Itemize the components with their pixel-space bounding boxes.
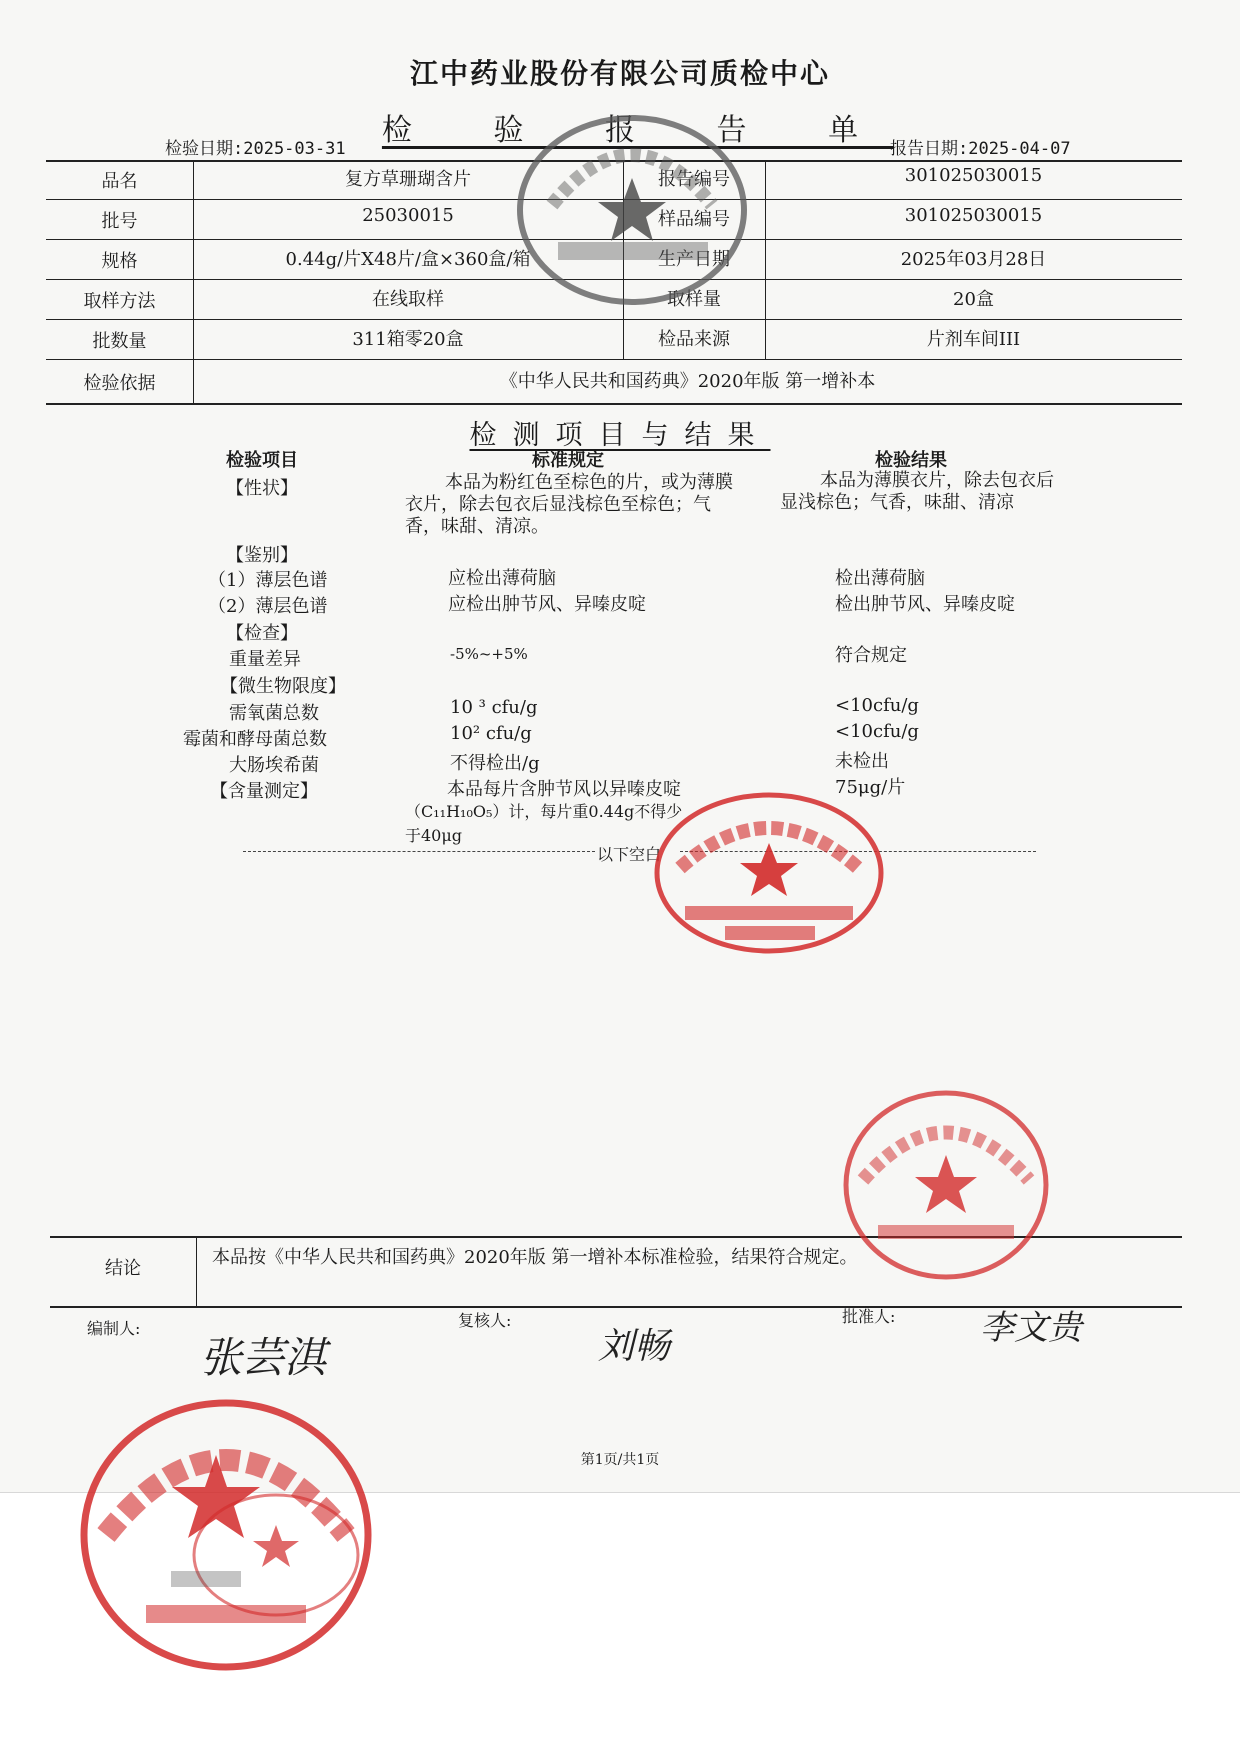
report-title: 检 验 报 告 单 xyxy=(381,113,895,148)
value-product-name: 复方草珊瑚含片 xyxy=(345,169,471,190)
std-assay-line2: （C₁₁H₁₀O₅）计，每片重0.44g不得少 xyxy=(405,802,683,821)
gray-seal xyxy=(512,110,752,310)
value-sample-no: 301025030015 xyxy=(904,205,1043,226)
label-sample-qty: 取样量 xyxy=(667,289,721,310)
red-seal-3 xyxy=(76,1395,376,1675)
item-tlc2: （2）薄层色谱 xyxy=(208,596,328,617)
std-assay-line3: 于40μg xyxy=(405,826,463,845)
value-batch-qty: 311箱零20盒 xyxy=(352,329,464,350)
preparer-label: 编制人: xyxy=(87,1319,141,1338)
preparer-signature: 张芸淇 xyxy=(200,1333,327,1382)
label-batch-qty: 批数量 xyxy=(92,331,147,352)
inspection-date: 检验日期:2025-03-31 xyxy=(165,139,346,159)
label-prod-date: 生产日期 xyxy=(658,249,730,270)
value-sample-qty: 20盒 xyxy=(953,289,994,310)
label-basis: 检验依据 xyxy=(83,373,156,394)
conclusion-text: 本品按《中华人民共和国药典》2020年版 第一增补本标准检验，结果符合规定。 xyxy=(212,1247,858,1268)
blank-mark: 以下空白 xyxy=(597,845,662,864)
item-yeast: 霉菌和酵母菌总数 xyxy=(183,729,327,750)
std-ecoli: 不得检出/g xyxy=(450,753,540,774)
item-appearance: 【性状】 xyxy=(226,478,298,499)
label-batch: 批号 xyxy=(101,211,138,232)
results-title: 检测项目与结果 xyxy=(469,420,771,451)
std-aerobic: 10 ³ cfu/g xyxy=(450,697,538,718)
value-spec: 0.44g/片X48片/盒×360盒/箱 xyxy=(285,249,531,270)
item-weight: 重量差异 xyxy=(229,649,301,670)
item-assay: 【含量测定】 xyxy=(210,781,318,802)
std-tlc2: 应检出肿节风、异嗪皮啶 xyxy=(448,594,646,615)
res-ecoli: 未检出 xyxy=(835,751,889,772)
approver-label: 批准人: xyxy=(842,1307,896,1326)
red-seal-2 xyxy=(838,1085,1054,1285)
label-sampling-method: 取样方法 xyxy=(83,291,156,312)
std-yeast: 10² cfu/g xyxy=(450,723,532,744)
value-batch: 25030015 xyxy=(362,205,454,226)
header-standard: 标准规定 xyxy=(532,450,604,471)
label-spec: 规格 xyxy=(101,251,138,272)
res-aerobic: <10cfu/g xyxy=(835,695,919,716)
label-sample-no: 样品编号 xyxy=(658,209,730,230)
res-assay: 75μg/片 xyxy=(835,777,906,798)
value-source: 片剂车间III xyxy=(926,329,1021,350)
value-sampling-method: 在线取样 xyxy=(372,289,444,310)
res-appearance: 本品为薄膜衣片，除去包衣后显浅棕色；气香，味甜、清凉 xyxy=(780,470,1054,513)
item-ecoli: 大肠埃希菌 xyxy=(229,755,319,776)
label-product-name: 品名 xyxy=(101,171,138,192)
value-report-no: 301025030015 xyxy=(904,165,1043,186)
header-item: 检验项目 xyxy=(226,450,298,471)
item-identification: 【鉴别】 xyxy=(226,545,298,566)
std-assay-line1: 本品每片含肿节风以异嗪皮啶 xyxy=(447,779,681,800)
res-weight: 符合规定 xyxy=(835,645,907,666)
std-tlc1: 应检出薄荷脑 xyxy=(448,568,556,589)
company-name: 江中药业股份有限公司质检中心 xyxy=(409,57,830,90)
item-check: 【检查】 xyxy=(226,623,298,644)
label-report-no: 报告编号 xyxy=(658,169,730,190)
label-source: 检品来源 xyxy=(658,329,730,350)
reviewer-label: 复核人: xyxy=(458,1311,512,1330)
item-aerobic: 需氧菌总数 xyxy=(229,703,319,724)
value-prod-date: 2025年03月28日 xyxy=(900,249,1047,270)
res-tlc2: 检出肿节风、异嗪皮啶 xyxy=(835,594,1015,615)
red-seal-1 xyxy=(650,788,888,958)
report-date: 报告日期:2025-04-07 xyxy=(890,139,1071,159)
header-result: 检验结果 xyxy=(875,450,947,471)
res-tlc1: 检出薄荷脑 xyxy=(835,568,925,589)
reviewer-signature: 刘畅 xyxy=(598,1326,671,1367)
std-appearance: 本品为粉红色至棕色的片，或为薄膜衣片，除去包衣后显浅棕色至棕色；气香，味甜、清凉。 xyxy=(405,472,733,537)
item-tlc1: （1）薄层色谱 xyxy=(208,570,328,591)
res-yeast: <10cfu/g xyxy=(835,721,919,742)
page-footer: 第1页/共1页 xyxy=(580,1452,660,1468)
std-weight: -5%~+5% xyxy=(450,645,528,663)
blank-dash-left xyxy=(243,851,595,852)
conclusion-divider xyxy=(196,1236,197,1306)
value-basis: 《中华人民共和国药典》2020年版 第一增补本 xyxy=(499,371,876,392)
item-microbial: 【微生物限度】 xyxy=(220,676,346,697)
approver-signature: 李文贵 xyxy=(980,1308,1082,1348)
conclusion-label: 结论 xyxy=(105,1258,141,1279)
